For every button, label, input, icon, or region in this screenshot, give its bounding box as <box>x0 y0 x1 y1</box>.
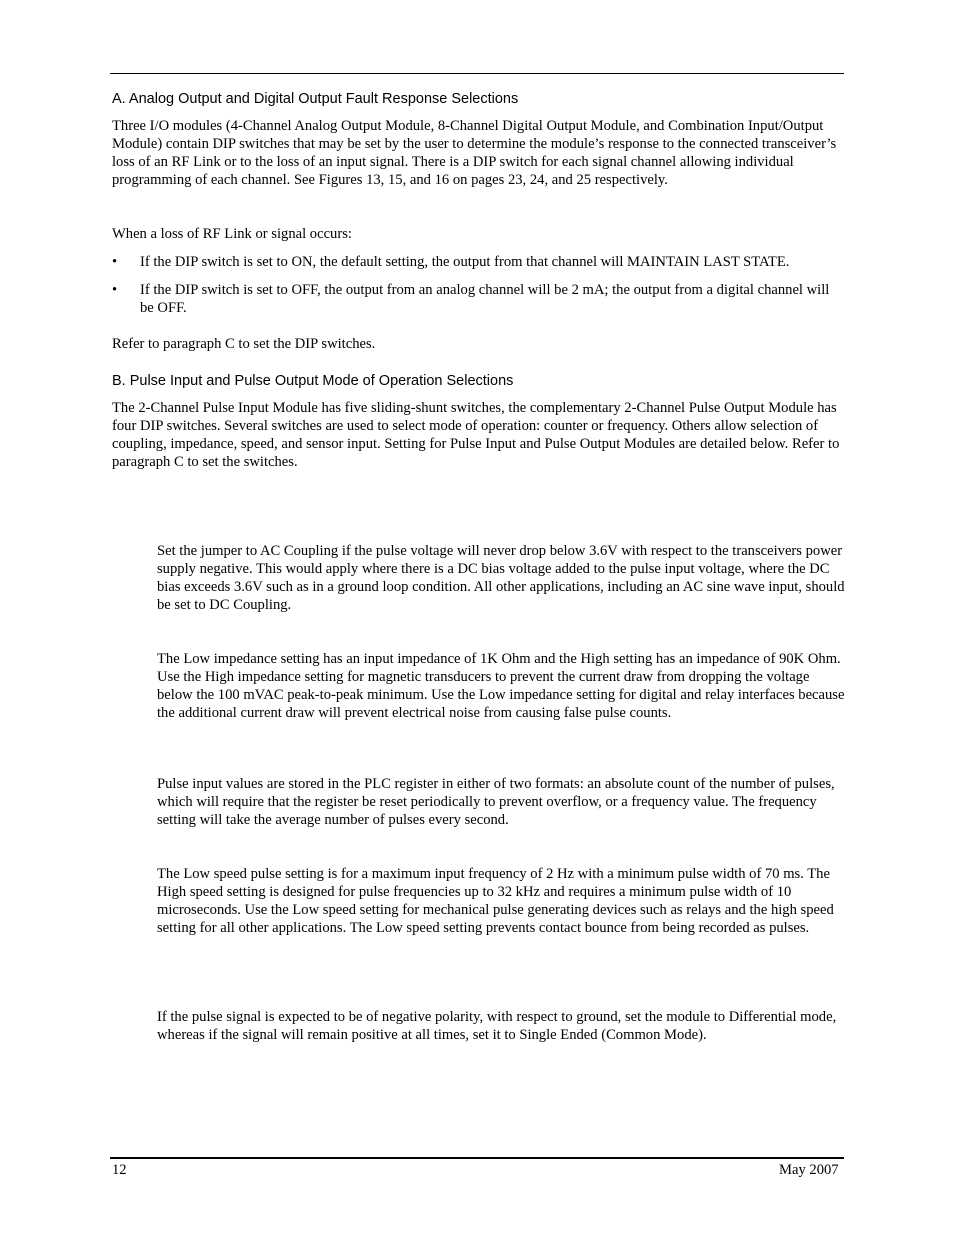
speed-paragraph: The Low speed pulse setting is for a maximum input frequency of 2 Hz with a minimum pulse width of 70 ms. The High speed setting is designed for pulse frequencies up to 32 kHz and requires a minimum pulse width of 10 microseconds. Use the Low speed setting for mechanical pulse generating devices such as relays and the high speed setting for all other applications. The Low speed setting prevents contact bounce from being recorded as pulses. <box>157 866 834 936</box>
footer-rule <box>110 1157 844 1159</box>
bullet-text: If the DIP switch is set to OFF, the output from an analog channel will be 2 mA; the output from a digital channel will be OFF. <box>140 282 830 316</box>
dip-switch-reference: Refer to paragraph C to set the DIP switches. <box>112 336 376 352</box>
bullet-text: If the DIP switch is set to ON, the default setting, the output from that channel will MAINTAIN LAST STATE. <box>140 254 790 270</box>
mode-paragraph: Pulse input values are stored in the PLC register in either of two formats: an absolute count of the number of pulses, which will require that the register be reset periodically to prevent overflow, or a frequency value. The frequency setting will take the average number of pulses every second. <box>157 776 835 828</box>
page-number: 12 <box>112 1162 127 1178</box>
header-rule <box>110 73 844 74</box>
section-b-heading: B. Pulse Input and Pulse Output Mode of Operation Selections <box>112 373 514 389</box>
section-a-intro: Three I/O modules (4-Channel Analog Output Module, 8-Channel Digital Output Module, and Combination Input/Output Module) contain DIP switches that may be set by the user to determine the module’s response to the connected transceiver’s loss of an RF Link or to the loss of an input signal. There is a DIP switch for each signal channel allowing individual programming of each channel. See Figures 13, 15, and 16 on pages 23, 24, and 25 respectively. <box>112 118 837 188</box>
loss-condition-text: When a loss of RF Link or signal occurs: <box>112 226 352 242</box>
bullet-icon: • <box>112 254 118 270</box>
coupling-paragraph: Set the jumper to AC Coupling if the pulse voltage will never drop below 3.6V with respect to the transceivers power supply negative. This would apply where there is a DC bias voltage added to the pulse input voltage, where the DC bias exceeds 3.6V such as in a ground loop condition. All other applications, including an AC sine wave input, should be set to DC Coupling. <box>157 543 845 613</box>
section-a-heading: A. Analog Output and Digital Output Fault Response Selections <box>112 91 519 107</box>
footer-date: May 2007 <box>779 1162 839 1178</box>
sensor-paragraph: If the pulse signal is expected to be of negative polarity, with respect to ground, set the module to Differential mode, whereas if the signal will remain positive at all times, set it to Single Ended (Common Mode). <box>157 1009 837 1043</box>
impedance-paragraph: The Low impedance setting has an input impedance of 1K Ohm and the High setting has an impedance of 90K Ohm. Use the High impedance setting for magnetic transducers to prevent the current draw from dropping the voltage below the 100 mVAC peak-to-peak minimum. Use the Low impedance setting for digital and relay interfaces because the additional current draw will prevent electrical noise from causing false pulse counts. <box>157 651 845 721</box>
section-b-intro: The 2-Channel Pulse Input Module has five sliding-shunt switches, the complementary 2-Channel Pulse Output Module has four DIP switches. Several switches are used to select mode of operation: counter or frequency. Others allow selection of coupling, impedance, speed, and sensor input. Setting for Pulse Input and Pulse Output Modules are detailed below. Refer to paragraph C to set the switches. <box>112 400 840 470</box>
bullet-icon: • <box>112 282 118 298</box>
